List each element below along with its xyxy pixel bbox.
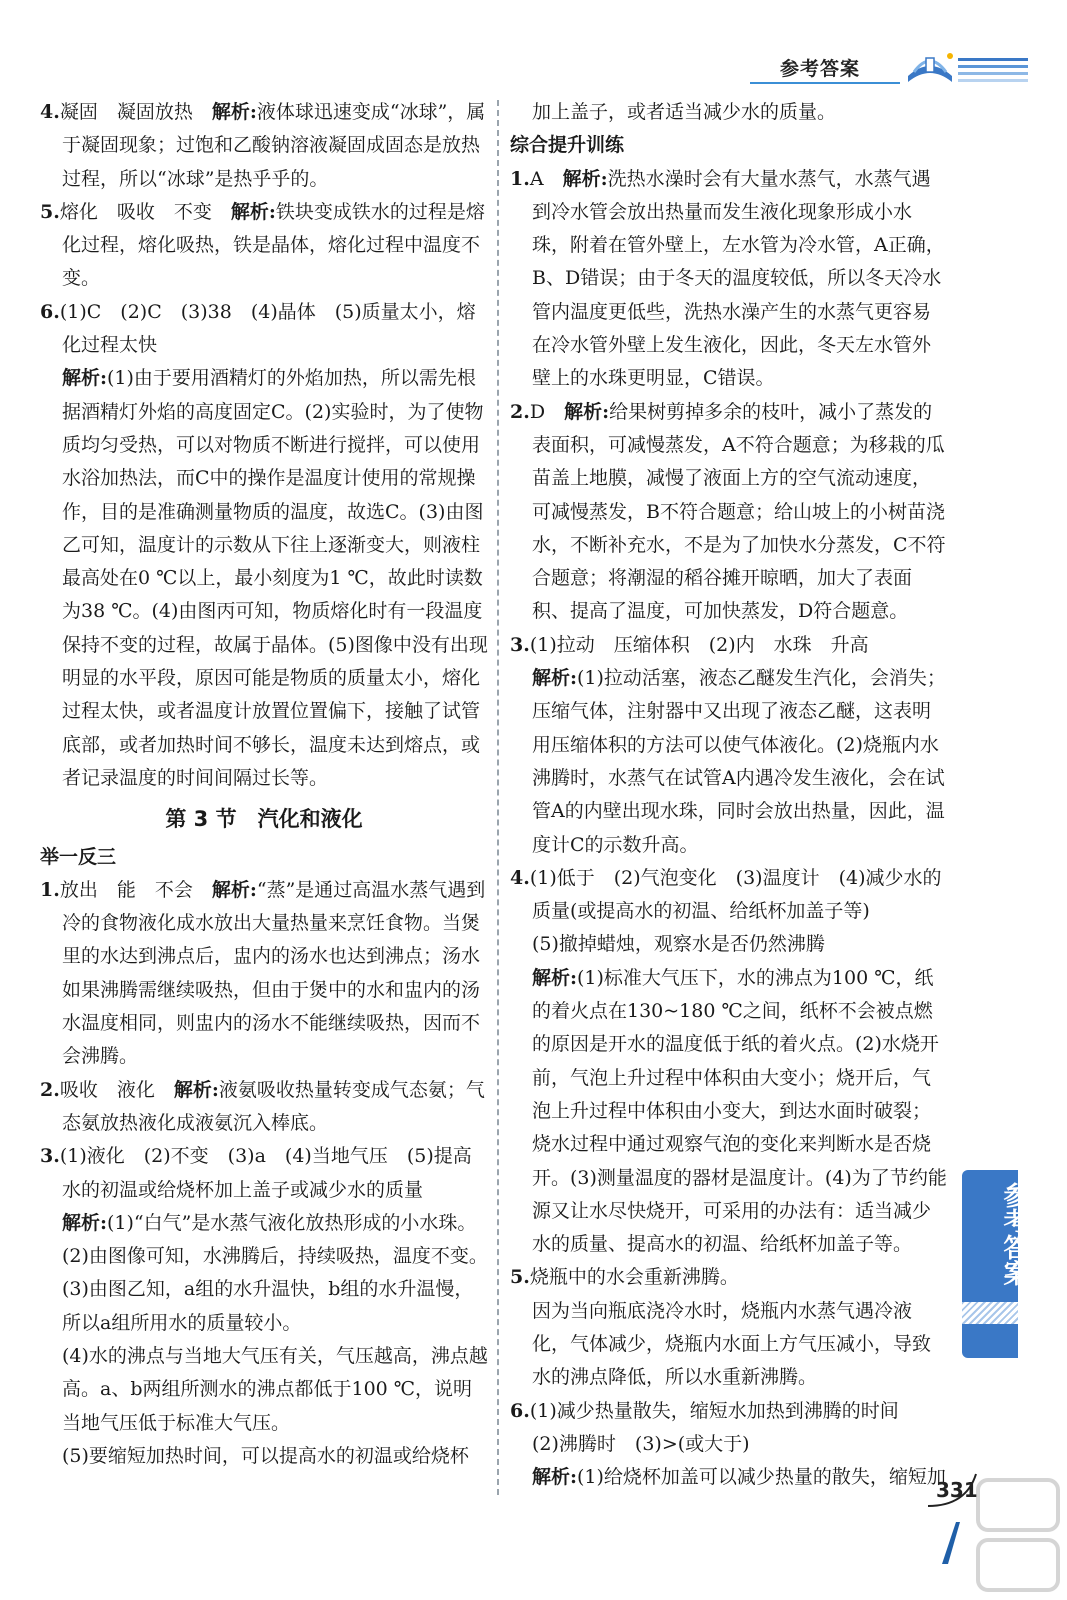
right-column (510, 96, 948, 1494)
header-label: 参考答案 (780, 58, 861, 80)
training-item-4: 4.(1)低于 (2)气泡变化 (3)温度计 (4)减少水的质量(或提高水的初温、给纸杯加盖子等) (510, 866, 942, 923)
footer-slash-icon (940, 1520, 962, 1566)
page-header (780, 50, 1020, 86)
analysis-line: (5)要缩短加热时间，可以提高水的初温或给烧杯 (62, 1444, 469, 1467)
side-tab-label: 参考答案 (999, 1182, 1029, 1286)
subsection-heading: 举一反三 (40, 845, 117, 868)
answer-item-4: 4.凝固 凝固放热 解析:液体球迅速变成“冰球”，属于凝固现象；过饱和乙酸钠溶液凝固成固态是放热过程，所以“冰球”是热乎乎的。 (40, 101, 486, 190)
analysis-4: 解析:(1)标准大气压下，水的沸点为100 ℃，纸的着火点在130~180 ℃之间，纸杯不会被点燃的原因是开水的温度低于纸的着火点。(2)水烧开前，气泡上升过程中体积由大变小；烧开后，气泡上升过程中体积由小变大，到达水面时破裂；烧水过程中通过观察气泡的变化来判断水是否烧开。(3)测量温度的器材是温度计。(4)为了节约能源又让水尽快烧开，可采用的办法有：适当减少水的质量、提高水的初温、给纸杯加盖子等。 (532, 966, 947, 1256)
analysis-3: 解析:(1)拉动活塞，液态乙醚发生汽化，会消失；压缩气体，注射器中又出现了液态乙醚，这表明用压缩体积的方法可以使气体液化。(2)烧瓶内水沸腾时，水蒸气在试管A内遇冷发生液化，会在试管A的内壁出现水珠，同时会放出热量，因此，温度计C的示数升高。 (532, 667, 946, 856)
answer-item-5: 5.熔化 吸收 不变 解析:铁块变成铁水的过程是熔化过程，熔化吸热，铁是晶体，熔化过程中温度不变。 (40, 200, 485, 290)
answer-item-6: 6.(1)C (2)C (3)38 (4)晶体 (5)质量太小，熔化过程太快 (40, 300, 476, 357)
training-item-5: 5.烧瓶中的水会重新沸腾。 (510, 1266, 739, 1289)
book-emblem-icon (902, 46, 958, 86)
training-item-2: 2.D 解析:给果树剪掉多余的枝叶，减小了蒸发的表面积，可减慢蒸发，A不符合题意；为移栽的瓜苗盖上地膜，减慢了液面上方的空气流动速度，可减慢蒸发，B不符合题意；给山坡上的小树苗浇水，不断补充水，不是为了加快水分蒸发，C不符合题意；将潮湿的稻谷摊开晾晒，加大了表面积、提高了温度，可加快蒸发，D符合题意。 (510, 400, 946, 623)
header-rule (750, 82, 900, 84)
analysis-line: (2)由图像可知，水沸腾后，持续吸热，温度不变。 (62, 1245, 488, 1268)
column-divider (497, 100, 499, 1495)
training-item-3: 3.(1)拉动 压缩体积 (2)内 水珠 升高 (510, 633, 869, 656)
analysis-line: (4)水的沸点与当地大气压有关，气压越高，沸点越高。a、b两组所测水的沸点都低于100 ℃，说明当地气压低于标准大气压。 (62, 1344, 488, 1434)
training-item-1: 1.A 解析:洗热水澡时会有大量水蒸气，水蒸气遇到冷水管会放出热量而发生液化现象形成小水珠，附着在管外壁上，左水管为冷水管，A正确，B、D错误；由于冬天的温度较低，所以冬天冷水管内温度更低些，洗热水澡产生的水蒸气更容易在冷水管外壁上发生液化，因此，冬天左水管外壁上的水珠更明显，C错误。 (510, 167, 945, 390)
header-stripes-icon (958, 56, 1028, 84)
analysis-line: (3)由图乙知，a组的水升温快，b组的水升温慢，所以a组所用水的质量较小。 (62, 1278, 474, 1334)
subsection-heading: 综合提升训练 (510, 134, 625, 157)
analysis-line: 解析:(1)“白气”是水蒸气液化放热形成的小水珠。 (62, 1211, 477, 1234)
side-tab-hatch (962, 1302, 1018, 1324)
practice-item-2: 2.吸收 液化 解析:液氨吸收热量转变成气态氨；气态氨放热液化成液氨沉入棒底。 (40, 1078, 485, 1134)
left-column (40, 96, 488, 1473)
answer-6-parts: (2)沸腾时 (3)>(或大于) (532, 1432, 750, 1455)
practice-item-3: 3.(1)液化 (2)不变 (3)a (4)当地气压 (5)提高水的初温或给烧杯加上盖子或减少水的质量 (40, 1145, 472, 1201)
analysis-6: 解析:(1)由于要用酒精灯的外焰加热，所以需先根据酒精灯外焰的高度固定C。(2)实验时，为了使物质均匀受热，可以对物质不断进行搅拌，可以使用水浴加热法，而C中的操作是温度计使用的常规操作，目的是准确测量物质的温度，故选C。(3)由图乙可知，温度计的示数从下往上逐渐变大，则液柱最高处在0 ℃以上，最小刻度为1 ℃，故此时读数为38 ℃。(4)由图丙可知，物质熔化时有一段温度保持不变的过程，故属于晶体。(5)图像中没有出现明显的水平段，原因可能是物质的质量太小，熔化过程太快，或者温度计放置位置偏下，接触了试管底部，或者加热时间不够长，温度未达到熔点，或者记录温度的时间间隔过长等。 (62, 367, 488, 789)
analysis-6: 解析:(1)给烧杯加盖可以减少热量的散失，缩短加 (532, 1466, 946, 1489)
training-item-6: 6.(1)减少热量散失，缩短水加热到沸腾的时间 (510, 1399, 899, 1422)
watermark-icon (972, 1470, 1067, 1600)
practice-item-1: 1.放出 能 不会 解析:“蒸”是通过高温水蒸气遇到冷的食物液化成水放出大量热量来烹饪食物。当煲里的水达到沸点后，盅内的汤水也达到沸点；汤水如果沸腾需继续吸热，但由于煲中的水和盅内的汤水温度相同，则盅内的汤水不能继续吸热，因而不会沸腾。 (40, 878, 486, 1068)
explanation-5: 因为当向瓶底浇冷水时，烧瓶内水蒸气遇冷液化，气体减少，烧瓶内水面上方气压减小，导致水的沸点降低，所以水重新沸腾。 (532, 1299, 932, 1389)
section-title: 第 3 节 汽化和液化 (165, 807, 363, 832)
continuation-text: 加上盖子，或者适当减少水的质量。 (532, 101, 837, 123)
side-tab (962, 1170, 1029, 1358)
answer-4-part-5: (5)撤掉蜡烛，观察水是否仍然沸腾 (532, 933, 825, 956)
page-number: 331 (936, 1478, 978, 1502)
